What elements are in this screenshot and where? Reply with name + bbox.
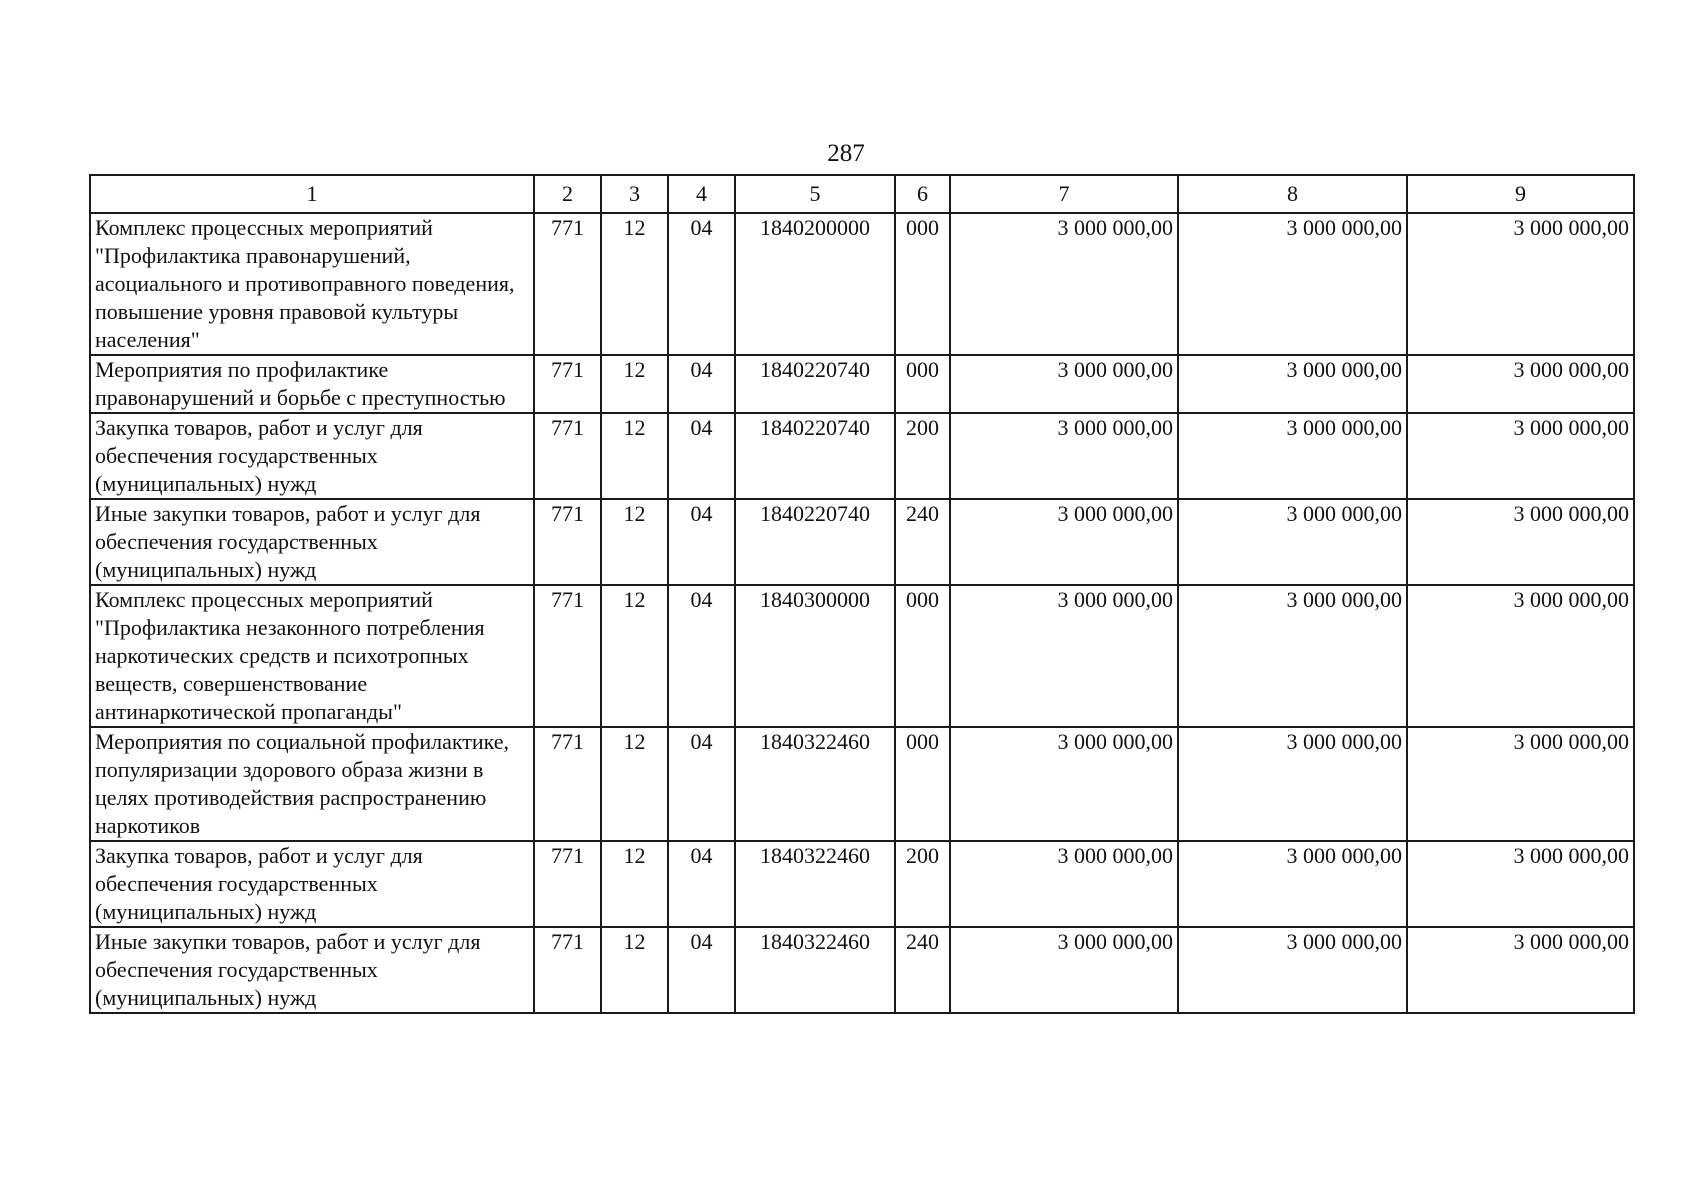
row-amount-9: 3 000 000,00 <box>1407 727 1634 841</box>
row-amount-9: 3 000 000,00 <box>1407 413 1634 499</box>
table-row <box>90 927 1634 1013</box>
row-amount-9: 3 000 000,00 <box>1407 355 1634 413</box>
row-code-expense: 240 <box>895 927 950 1013</box>
header-col-7: 7 <box>950 175 1178 213</box>
table-row <box>90 841 1634 927</box>
row-name: Иные закупки товаров, работ и услуг для обеспечения государственных (муниципальных) нужд <box>90 927 534 1013</box>
row-code-expense: 000 <box>895 213 950 355</box>
row-code-ministry: 771 <box>534 841 601 927</box>
row-code-expense: 200 <box>895 841 950 927</box>
row-code-ministry: 771 <box>534 927 601 1013</box>
row-code-ministry: 771 <box>534 499 601 585</box>
row-amount-7: 3 000 000,00 <box>950 927 1178 1013</box>
row-code-subsection: 04 <box>668 499 735 585</box>
row-name: Закупка товаров, работ и услуг для обеспечения государственных (муниципальных) нужд <box>90 841 534 927</box>
table-row <box>90 727 1634 841</box>
table-row <box>90 413 1634 499</box>
row-code-section: 12 <box>601 585 668 727</box>
row-amount-8: 3 000 000,00 <box>1178 213 1407 355</box>
row-amount-7: 3 000 000,00 <box>950 727 1178 841</box>
row-code-target: 1840322460 <box>735 727 895 841</box>
table-row <box>90 499 1634 585</box>
row-code-target: 1840322460 <box>735 927 895 1013</box>
row-amount-8: 3 000 000,00 <box>1178 841 1407 927</box>
row-code-expense: 000 <box>895 585 950 727</box>
row-code-ministry: 771 <box>534 355 601 413</box>
row-code-section: 12 <box>601 841 668 927</box>
header-col-4: 4 <box>668 175 735 213</box>
row-code-section: 12 <box>601 727 668 841</box>
row-name: Мероприятия по профилактике правонарушений и борьбе с преступностью <box>90 355 534 413</box>
row-amount-7: 3 000 000,00 <box>950 213 1178 355</box>
row-amount-8: 3 000 000,00 <box>1178 927 1407 1013</box>
header-col-1: 1 <box>90 175 534 213</box>
row-code-target: 1840220740 <box>735 499 895 585</box>
row-code-target: 1840220740 <box>735 355 895 413</box>
row-amount-8: 3 000 000,00 <box>1178 499 1407 585</box>
row-amount-8: 3 000 000,00 <box>1178 413 1407 499</box>
row-amount-9: 3 000 000,00 <box>1407 841 1634 927</box>
row-amount-7: 3 000 000,00 <box>950 841 1178 927</box>
row-code-target: 1840200000 <box>735 213 895 355</box>
row-code-subsection: 04 <box>668 213 735 355</box>
row-code-target: 1840300000 <box>735 585 895 727</box>
row-code-ministry: 771 <box>534 727 601 841</box>
row-code-subsection: 04 <box>668 355 735 413</box>
table-row <box>90 585 1634 727</box>
header-col-8: 8 <box>1178 175 1407 213</box>
row-name: Иные закупки товаров, работ и услуг для обеспечения государственных (муниципальных) нужд <box>90 499 534 585</box>
row-code-subsection: 04 <box>668 585 735 727</box>
header-col-5: 5 <box>735 175 895 213</box>
row-code-section: 12 <box>601 927 668 1013</box>
row-code-section: 12 <box>601 355 668 413</box>
row-code-subsection: 04 <box>668 727 735 841</box>
row-name: Комплекс процессных мероприятий "Профилактика незаконного потребления наркотических средств и психотропных веществ, совершенствование антинаркотической пропаганды" <box>90 585 534 727</box>
row-code-target: 1840322460 <box>735 841 895 927</box>
row-code-ministry: 771 <box>534 585 601 727</box>
table-header <box>90 175 1634 213</box>
table-row <box>90 355 1634 413</box>
row-amount-9: 3 000 000,00 <box>1407 927 1634 1013</box>
page-number: 287 <box>827 140 865 167</box>
row-name: Мероприятия по социальной профилактике, популяризации здорового образа жизни в целях противодействия распространению наркотиков <box>90 727 534 841</box>
row-code-subsection: 04 <box>668 841 735 927</box>
row-code-section: 12 <box>601 413 668 499</box>
row-code-ministry: 771 <box>534 213 601 355</box>
row-amount-7: 3 000 000,00 <box>950 499 1178 585</box>
header-col-3: 3 <box>601 175 668 213</box>
row-code-subsection: 04 <box>668 413 735 499</box>
row-code-expense: 200 <box>895 413 950 499</box>
row-amount-9: 3 000 000,00 <box>1407 499 1634 585</box>
row-name: Комплекс процессных мероприятий "Профилактика правонарушений, асоциального и противоправного поведения, повышение уровня правовой культуры населения" <box>90 213 534 355</box>
row-amount-8: 3 000 000,00 <box>1178 585 1407 727</box>
row-amount-9: 3 000 000,00 <box>1407 213 1634 355</box>
row-amount-8: 3 000 000,00 <box>1178 727 1407 841</box>
row-code-expense: 000 <box>895 355 950 413</box>
row-amount-7: 3 000 000,00 <box>950 585 1178 727</box>
row-code-section: 12 <box>601 213 668 355</box>
row-code-expense: 000 <box>895 727 950 841</box>
header-col-2: 2 <box>534 175 601 213</box>
row-code-ministry: 771 <box>534 413 601 499</box>
row-name: Закупка товаров, работ и услуг для обеспечения государственных (муниципальных) нужд <box>90 413 534 499</box>
row-amount-8: 3 000 000,00 <box>1178 355 1407 413</box>
budget-table <box>89 174 1635 1014</box>
table-body <box>90 213 1634 1013</box>
header-col-6: 6 <box>895 175 950 213</box>
header-col-9: 9 <box>1407 175 1634 213</box>
row-code-subsection: 04 <box>668 927 735 1013</box>
table-row <box>90 213 1634 355</box>
row-amount-7: 3 000 000,00 <box>950 413 1178 499</box>
row-amount-7: 3 000 000,00 <box>950 355 1178 413</box>
row-amount-9: 3 000 000,00 <box>1407 585 1634 727</box>
header-row <box>90 175 1634 213</box>
row-code-target: 1840220740 <box>735 413 895 499</box>
row-code-expense: 240 <box>895 499 950 585</box>
row-code-section: 12 <box>601 499 668 585</box>
